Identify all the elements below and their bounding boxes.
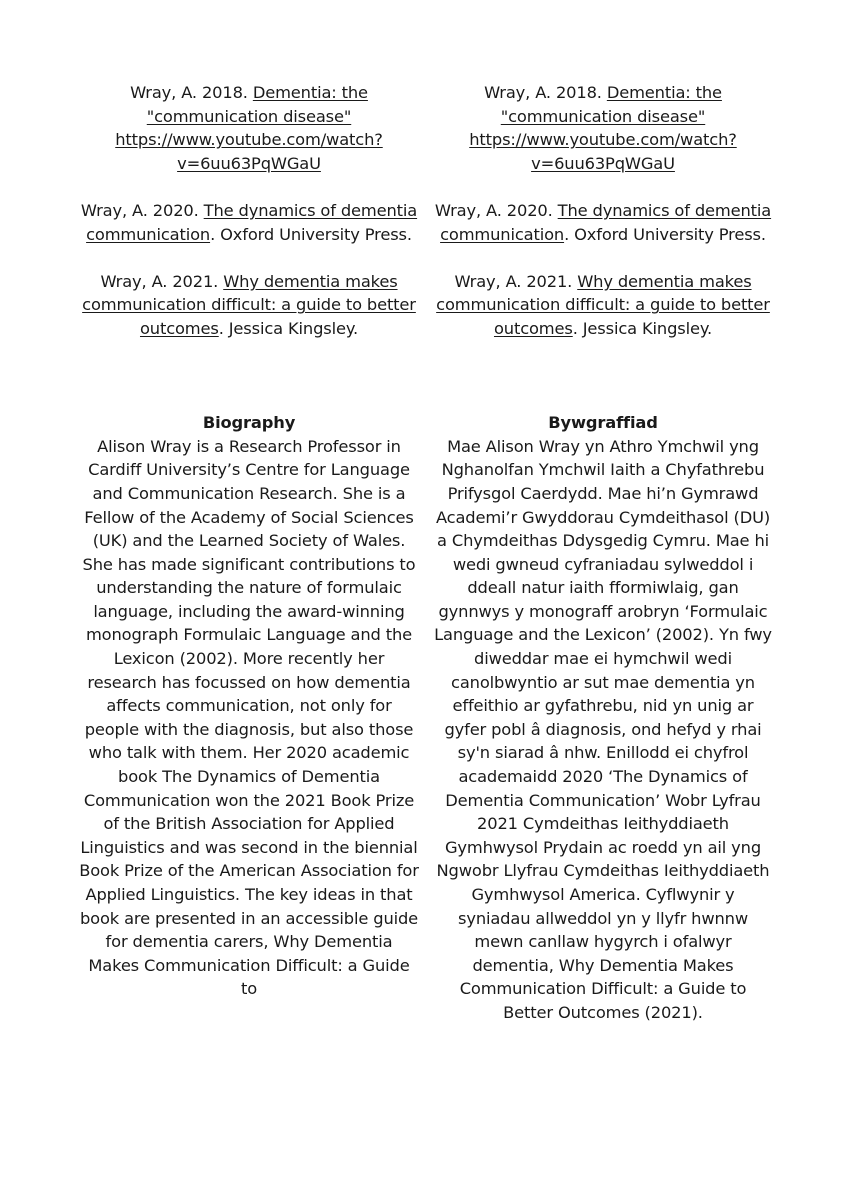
reference-2018	[433, 81, 773, 175]
reference-2021	[79, 270, 419, 341]
section-spacer	[433, 364, 773, 411]
reference-2018	[79, 81, 419, 175]
reference-link[interactable]: Dementia: the "communication disease" https://www.youtube.com/watch?v=6uu63PqWGaU	[115, 83, 383, 173]
reference-2020	[433, 199, 773, 246]
reference-link[interactable]: The dynamics of dementia communication	[440, 200, 772, 244]
reference-prefix: Wray, A. 2020.	[80, 200, 204, 220]
reference-prefix: Wray, A. 2021.	[454, 271, 578, 291]
reference-suffix: . Oxford University Press.	[564, 224, 766, 244]
reference-prefix: Wray, A. 2021.	[100, 271, 224, 291]
reference-link[interactable]: Dementia: the "communication disease" https://www.youtube.com/watch?v=6uu63PqWGaU	[469, 83, 737, 173]
welsh-column	[433, 81, 773, 1025]
reference-prefix: Wray, A. 2018.	[130, 83, 253, 102]
biography-text: Alison Wray is a Research Professor in Cardiff University’s Centre for Language and Communication Research. She is a Fellow of the Academy of Social Sciences (UK) and the Learned Society of Wales. She has made significant contributions to understanding the nature of formulaic language, including the award-winning monograph Formulaic Language and the Lexicon (2002). More recently her research has focussed on how dementia affects communication, not only for people with the diagnosis, but also those who talk with them. Her 2020 academic book The Dynamics of Dementia Communication won the 2021 Book Prize of the British Association for Applied Linguistics and was second in the biennial Book Prize of the American Association for Applied Linguistics. The key ideas in that book are presented in an accessible guide for dementia carers, Why Dementia Makes Communication Difficult: a Guide to	[79, 436, 419, 999]
reference-link[interactable]: Why dementia makes communication difficult: a guide to better outcomes	[436, 271, 770, 338]
reference-suffix: . Jessica Kingsley.	[218, 318, 359, 338]
reference-prefix: Wray, A. 2020.	[434, 200, 558, 220]
bywgraffiad-heading: Bywgraffiad	[548, 413, 658, 433]
reference-link[interactable]: The dynamics of dementia communication	[86, 200, 418, 244]
reference-prefix: Wray, A. 2018.	[484, 83, 607, 102]
reference-2021	[433, 270, 773, 341]
reference-2020	[79, 199, 419, 246]
reference-suffix: . Jessica Kingsley.	[572, 318, 713, 338]
english-column	[79, 81, 419, 1001]
biography-heading: Biography	[202, 413, 296, 433]
section-spacer	[79, 364, 419, 411]
bywgraffiad-text: Mae Alison Wray yn Athro Ymchwil yng Nghanolfan Ymchwil Iaith a Chyfathrebu Prifysgol Caerdydd. Mae hi’n Gymrawd Academi’r Gwyddorau Cymdeithasol (DU) a Chymdeithas Ddysgedig Cymru. Mae hi wedi gwneud cyfraniadau sylweddol i ddeall natur iaith fformiwlaig, gan gynnwys y monograff arobryn ‘Formulaic Language and the Lexicon’ (2002). Yn fwy diweddar mae ei hymchwil wedi canolbwyntio ar sut mae dementia yn effeithio ar gyfathrebu, nid yn unig ar gyfer pobl â diagnosis, ond hefyd y rhai sy'n siarad â nhw. Enillodd ei chyfrol academaidd 2020 ‘The Dynamics of Dementia Communication’ Wobr Lyfrau 2021 Cymdeithas Ieithyddiaeth Gymhwysol Prydain ac roedd yn ail yng Ngwobr Llyfrau Cymdeithas Ieithyddiaeth Gymhwysol America. Cyflwynir y syniadau allweddol yn y llyfr hwnnw mewn canllaw hygyrch i ofalwyr dementia, Why Dementia Makes Communication Difficult: a Guide to Better Outcomes (2021).	[434, 436, 772, 1022]
reference-link[interactable]: Why dementia makes communication difficult: a guide to better outcomes	[82, 271, 416, 338]
reference-suffix: . Oxford University Press.	[210, 224, 412, 244]
